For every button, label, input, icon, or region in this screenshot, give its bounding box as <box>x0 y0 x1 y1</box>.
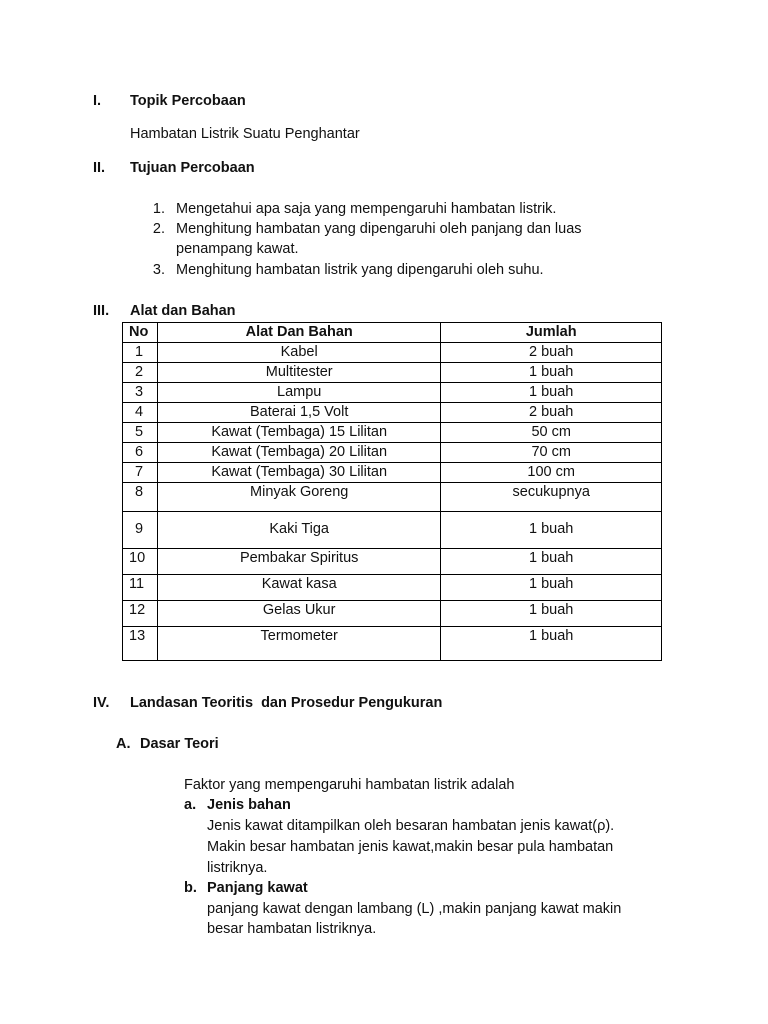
table-row <box>123 423 662 443</box>
list-item: Mengetahui apa saja yang mempengaruhi hambatan listrik. <box>176 201 557 217</box>
theory-item-title: Panjang kawat <box>207 880 308 896</box>
section-4-title: Landasan Teoritis dan Prosedur Pengukuran <box>130 695 443 711</box>
row-no: 6 <box>123 443 158 463</box>
table-header-row <box>123 323 662 343</box>
theory-item-line: besar hambatan listriknya. <box>207 921 377 937</box>
theory-item-line: listriknya. <box>207 860 268 876</box>
section-3-numeral: III. <box>93 303 110 319</box>
section-3-title: Alat dan Bahan <box>130 303 236 319</box>
row-qty: 1 buah <box>441 363 662 383</box>
row-item: Pembakar Spiritus <box>157 549 440 575</box>
theory-item-line: Makin besar hambatan jenis kawat,makin besar pula hambatan <box>207 839 614 855</box>
row-qty: 100 cm <box>441 463 662 483</box>
section-1-body: Hambatan Listrik Suatu Penghantar <box>130 126 360 142</box>
list-item: Menghitung hambatan listrik yang dipengaruhi oleh suhu. <box>176 262 544 278</box>
theory-item-line: panjang kawat dengan lambang (L) ,makin panjang kawat makin <box>207 901 622 917</box>
row-no: 12 <box>123 601 158 627</box>
row-item: Minyak Goreng <box>157 483 440 512</box>
row-no: 2 <box>123 363 158 383</box>
row-item: Kawat kasa <box>157 575 440 601</box>
row-qty: 70 cm <box>441 443 662 463</box>
section-4-numeral: IV. <box>93 695 110 711</box>
section-2-title: Tujuan Percobaan <box>130 160 255 176</box>
theory-intro: Faktor yang mempengaruhi hambatan listrik adalah <box>184 777 515 793</box>
subsection-a-title: Dasar Teori <box>140 736 219 752</box>
row-item: Gelas Ukur <box>157 601 440 627</box>
row-no: 9 <box>123 512 158 549</box>
table-row <box>123 575 662 601</box>
row-item: Kawat (Tembaga) 15 Lilitan <box>157 423 440 443</box>
column-header-item: Alat Dan Bahan <box>157 323 440 343</box>
row-qty: 1 buah <box>441 383 662 403</box>
row-no: 5 <box>123 423 158 443</box>
row-no: 1 <box>123 343 158 363</box>
row-no: 4 <box>123 403 158 423</box>
subsection-a-label: A. <box>116 736 131 752</box>
row-item: Termometer <box>157 627 440 661</box>
theory-item-letter: a. <box>184 797 197 813</box>
row-item: Kaki Tiga <box>157 512 440 549</box>
row-qty: 2 buah <box>441 343 662 363</box>
list-item-number: 2. <box>152 221 165 237</box>
row-qty: 1 buah <box>441 512 662 549</box>
row-no: 10 <box>123 549 158 575</box>
row-item: Kawat (Tembaga) 20 Lilitan <box>157 443 440 463</box>
row-no: 7 <box>123 463 158 483</box>
table-row <box>123 403 662 423</box>
row-item: Multitester <box>157 363 440 383</box>
table-row <box>123 363 662 383</box>
table-row <box>123 627 662 661</box>
row-no: 8 <box>123 483 158 512</box>
table-row <box>123 483 662 512</box>
list-item-number: 1. <box>152 201 165 217</box>
row-qty: 1 buah <box>441 601 662 627</box>
column-header-qty: Jumlah <box>441 323 662 343</box>
row-no: 11 <box>123 575 158 601</box>
section-2-numeral: II. <box>93 160 106 176</box>
row-no: 3 <box>123 383 158 403</box>
column-header-no: No <box>123 323 158 343</box>
theory-item-letter: b. <box>184 880 197 896</box>
table-row <box>123 512 662 549</box>
table-row <box>123 343 662 363</box>
list-item-number: 3. <box>152 262 165 278</box>
theory-item-line: Jenis kawat ditampilkan oleh besaran hambatan jenis kawat(ρ). <box>207 818 615 834</box>
section-1-title: Topik Percobaan <box>130 93 246 109</box>
row-qty: secukupnya <box>441 483 662 512</box>
row-qty: 1 buah <box>441 549 662 575</box>
row-no: 13 <box>123 627 158 661</box>
row-item: Lampu <box>157 383 440 403</box>
list-item: Menghitung hambatan yang dipengaruhi oleh panjang dan luas <box>176 221 582 237</box>
theory-item-title: Jenis bahan <box>207 797 291 813</box>
row-item: Kawat (Tembaga) 30 Lilitan <box>157 463 440 483</box>
row-qty: 50 cm <box>441 423 662 443</box>
row-qty: 1 buah <box>441 627 662 661</box>
row-qty: 2 buah <box>441 403 662 423</box>
table-row <box>123 601 662 627</box>
equipment-table <box>122 322 662 661</box>
row-item: Baterai 1,5 Volt <box>157 403 440 423</box>
table-row <box>123 443 662 463</box>
section-1-numeral: I. <box>93 93 102 109</box>
row-qty: 1 buah <box>441 575 662 601</box>
list-item-continuation: penampang kawat. <box>176 241 299 257</box>
table-row <box>123 383 662 403</box>
row-item: Kabel <box>157 343 440 363</box>
table-row <box>123 549 662 575</box>
table-row <box>123 463 662 483</box>
